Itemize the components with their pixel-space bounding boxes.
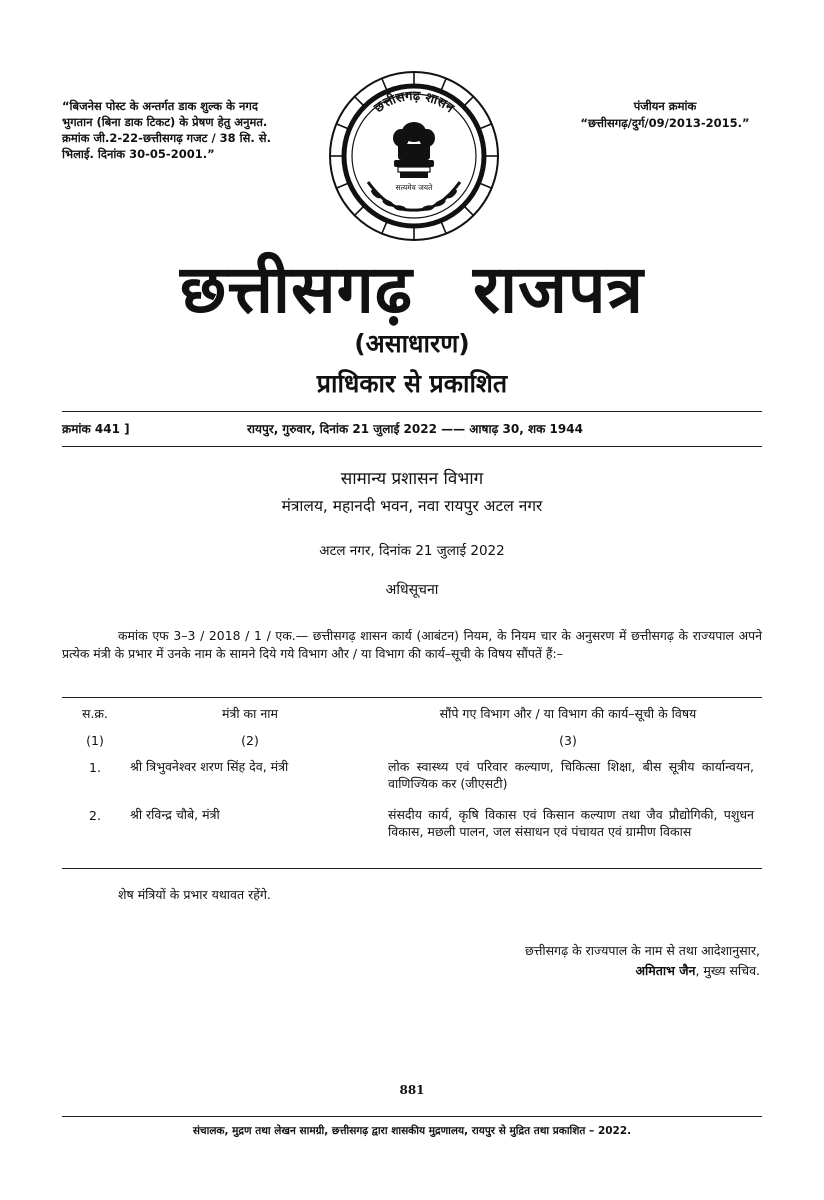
table-row-2-serial: 2.	[89, 808, 101, 823]
notice-heading: अधिसूचना	[385, 582, 439, 598]
remaining-charges-note: शेष मंत्रियों के प्रभार यथावत रहेंगे.	[118, 887, 271, 902]
table-top-rule	[62, 697, 762, 698]
table-colnum-3: (3)	[559, 733, 577, 748]
notice-body: कमांक एफ 3–3 / 2018 / 1 / एक.— छत्तीसगढ़ शासन कार्य (आबंटन) नियम, के नियम चार के अनुसरण में छत्तीसगढ़ के राज्यपाल अपने प्रत्येक मंत्री के प्रभार में उनके नाम के सामने दिये गये विभाग और / या विभाग की कार्य–सूची के विषय सौंपतें हैं:–	[62, 628, 762, 661]
lion-capital-icon	[393, 122, 435, 178]
table-header-minister: मंत्री का नाम	[221, 706, 279, 721]
registration-number: “छत्तीसगढ़/दुर्ग/09/2013-2015.”	[580, 116, 750, 130]
signatory-name: अमिताभ जैन	[635, 963, 696, 978]
divider-footer	[62, 1116, 762, 1117]
page-number: 881	[399, 1083, 425, 1097]
gazette-title	[0, 242, 824, 332]
table-colnum-1: (1)	[86, 733, 104, 748]
divider-issue	[62, 446, 762, 447]
issue-number: क्रमांक 441 ]	[62, 422, 130, 436]
authority-line: छत्तीसगढ़ के राज्यपाल के नाम से तथा आदेशानुसार,	[524, 943, 760, 958]
notice-date: अटल नगर, दिनांक 21 जुलाई 2022	[319, 543, 505, 559]
table-row-1-serial: 1.	[89, 760, 101, 775]
extraordinary-label: (असाधारण)	[354, 329, 470, 358]
emblem-ring-text: छत्तीसगढ़ शासन	[371, 88, 457, 117]
signature-line	[380, 962, 760, 979]
title-state: छत्तीसगढ़	[180, 251, 413, 328]
table-row-2-name: श्री रविन्द्र चौबे, मंत्री	[130, 807, 220, 822]
table-header-subjects: सौंपे गए विभाग और / या विभाग की कार्य–सूची के विषय	[439, 706, 697, 721]
state-emblem	[328, 70, 500, 242]
title-gazette: राजपत्र	[472, 251, 644, 328]
table-colnum-2: (2)	[241, 733, 259, 748]
table-header-serial: स.क्र.	[82, 706, 108, 721]
published-by-label: प्राधिकार से प्रकाशित	[316, 369, 508, 398]
registration-label: पंजीयन क्रमांक	[633, 99, 697, 113]
table-bottom-rule	[62, 868, 762, 869]
divider-top	[62, 411, 762, 412]
postal-permit-note: “बिजनेस पोस्ट के अन्तर्गत डाक शुल्क के नगद भुगतान (बिना डाक टिकट) के प्रेषण हेतु अनुमत. क्रमांक जी.2-22-छत्तीसगढ़ गजट / 38 सि. से. भिलाई. दिनांक 30-05-2001.”	[62, 99, 271, 161]
signatory-title: , मुख्य सचिव.	[695, 963, 760, 978]
department-address: मंत्रालय, महानदी भवन, नवा रायपुर अटल नगर	[281, 497, 543, 515]
department-name: सामान्य प्रशासन विभाग	[340, 469, 484, 489]
emblem-motto: सत्यमेव जयते	[395, 183, 433, 192]
printer-footer: संचालक, मुद्रण तथा लेखन सामग्री, छत्तीसगढ़ द्वारा शासकीय मुद्रणालय, रायपुर से मुद्रित तथा प्रकाशित – 2022.	[192, 1125, 632, 1137]
issue-date: रायपुर, गुरुवार, दिनांक 21 जुलाई 2022 —— आषाढ़ 30, शक 1944	[247, 422, 583, 436]
table-row-1-name: श्री त्रिभुवनेश्वर शरण सिंह देव, मंत्री	[130, 759, 289, 774]
registration-block	[560, 98, 770, 132]
table-row-1-subjects: लोक स्वास्थ्य एवं परिवार कल्याण, चिकित्सा शिक्षा, बीस सूत्रीय कार्यान्वयन, वाणिज्यिक कर (जीएसटी)	[388, 759, 754, 791]
table-row-2-subjects: संसदीय कार्य, कृषि विकास एवं किसान कल्याण तथा जैव प्रौद्योगिकी, पशुधन विकास, मछली पालन, जल संसाधन एवं पंचायत एवं ग्रामीण विकास	[388, 807, 754, 839]
